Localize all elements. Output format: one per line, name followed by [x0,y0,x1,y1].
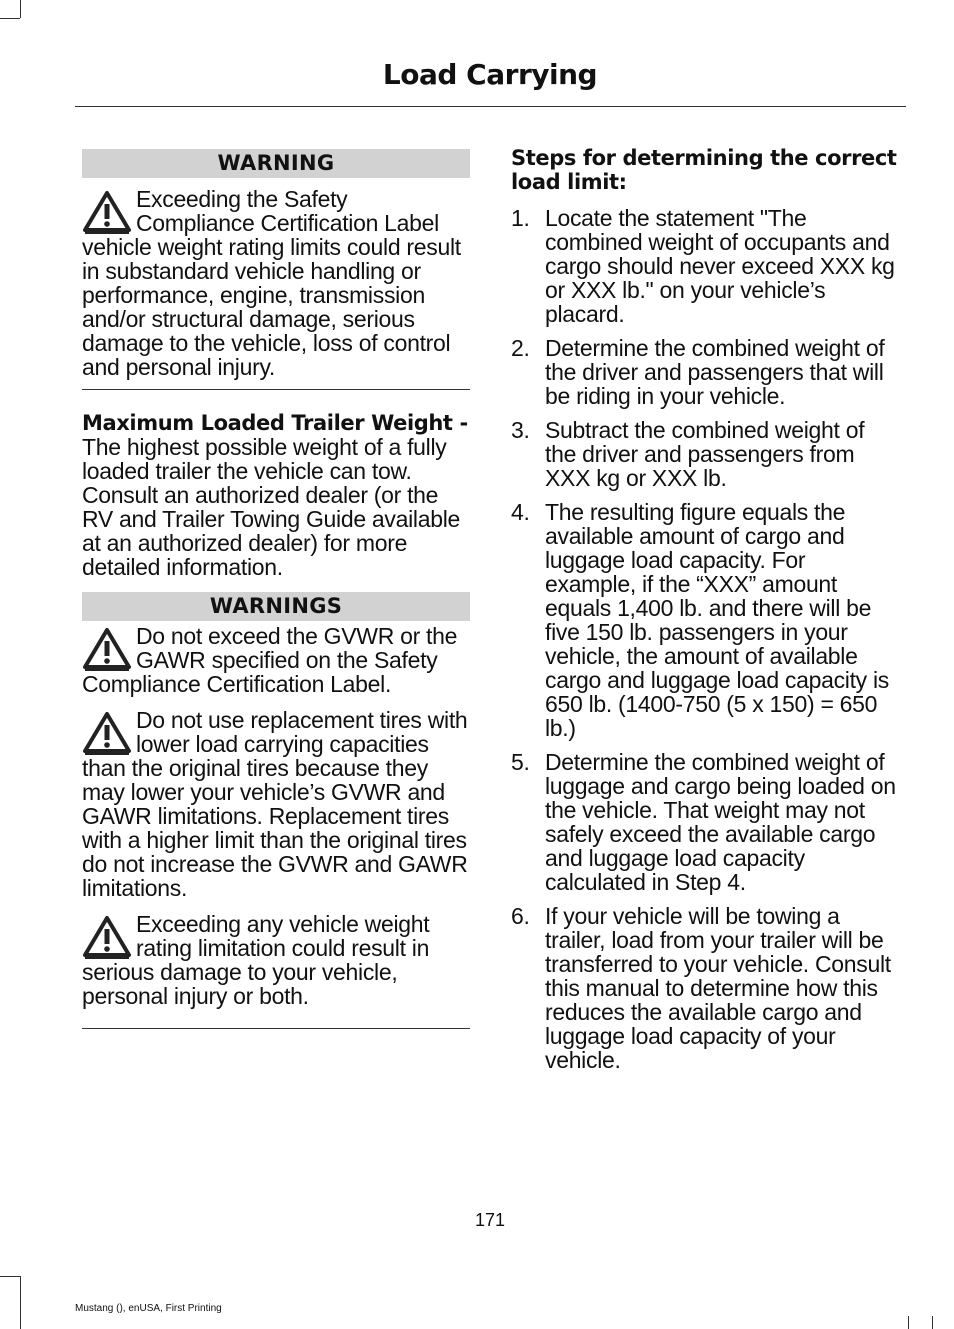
steps-list [511,206,901,1072]
trailer-weight-paragraph [82,410,470,579]
step-text: Locate the statement "The combined weight of occupants and cargo should never exceed XXX kg or XXX lb." on your vehicle’s placard. [545,205,895,327]
step-text: The resulting figure equals the available amount of cargo and luggage load capacity. For example, if the “XXX” amount equals 1,400 lb. and there will be five 150 lb. passengers in your vehicle, the amount of available cargo and luggage load capacity is 650 lb. (1400-750 (5 x 150) = 650 lb.) [545,499,889,741]
footer-text: Mustang (), enUSA, First Printing [75,1303,222,1314]
crop-mark [0,18,20,19]
right-column [511,146,901,1082]
warning-item [82,708,470,900]
warning-divider [82,1028,470,1029]
warning-text: Do not use replacement tires with lower load carrying capacities than the original tires because they may lower your vehicle’s GVWR and GAWR limitations. Replacement tires with a higher limit than the original tires do not increase the GVWR and GAWR limitations. [82,707,468,901]
warning-triangle-icon [82,711,132,755]
step-item [511,904,901,1072]
crop-mark [908,1316,909,1329]
step-number: 6. [511,903,530,929]
step-text: Determine the combined weight of the driver and passengers that will be riding in your vehicle. [545,335,885,409]
step-item [511,206,901,326]
crop-mark [932,1316,933,1329]
warning-triangle-icon [82,627,132,671]
trailer-weight-term: Maximum Loaded Trailer Weight - [82,411,468,435]
steps-heading: Steps for determining the correct load limit: [511,146,897,194]
step-item [511,500,901,740]
warning-item [82,624,470,696]
warning-triangle-icon [82,190,132,234]
step-text: Determine the combined weight of luggage and cargo being loaded on the vehicle. That weight may not safely exceed the available cargo and luggage load capacity calculated in Step 4. [545,749,896,895]
page-title: Load Carrying [382,58,598,91]
warnings-heading: WARNINGS [82,592,470,621]
header-divider [75,106,906,107]
step-number: 5. [511,749,530,775]
left-column [82,149,470,1029]
step-number: 4. [511,499,530,525]
step-number: 2. [511,335,530,361]
crop-mark [20,1276,21,1329]
warning-item [82,187,470,379]
trailer-weight-text: The highest possible weight of a fully loaded trailer the vehicle can tow. Consult an authorized dealer (or the RV and Trailer Towing Guide available at an authorized dealer) for more detailed information. [82,434,461,580]
warning-triangle-icon [82,915,132,959]
crop-mark [20,0,21,18]
step-text: Subtract the combined weight of the driver and passengers from XXX kg or XXX lb. [545,417,865,491]
warning-item [82,912,470,1008]
step-item [511,418,901,490]
warning-heading: WARNING [82,149,470,178]
step-item [511,750,901,894]
step-text: If your vehicle will be towing a trailer, load from your trailer will be transferred to your vehicle. Consult this manual to determine how this reduces the available cargo and luggage load capacity of your vehicle. [545,903,891,1073]
step-number: 1. [511,205,530,231]
warning-text: Exceeding the Safety Compliance Certification Label vehicle weight rating limits could result in substandard vehicle handling or performance, engine, transmission and/or structural damage, serious damage to the vehicle, loss of control and personal injury. [82,186,461,380]
page-number: 171 [474,1210,506,1230]
warning-text: Exceeding any vehicle weight rating limitation could result in serious damage to your vehicle, personal injury or both. [82,911,430,1009]
step-number: 3. [511,417,530,443]
crop-mark [0,1276,20,1277]
step-item [511,336,901,408]
warning-text: Do not exceed the GVWR or the GAWR specified on the Safety Compliance Certification Label. [82,623,458,697]
warning-divider [82,389,470,390]
